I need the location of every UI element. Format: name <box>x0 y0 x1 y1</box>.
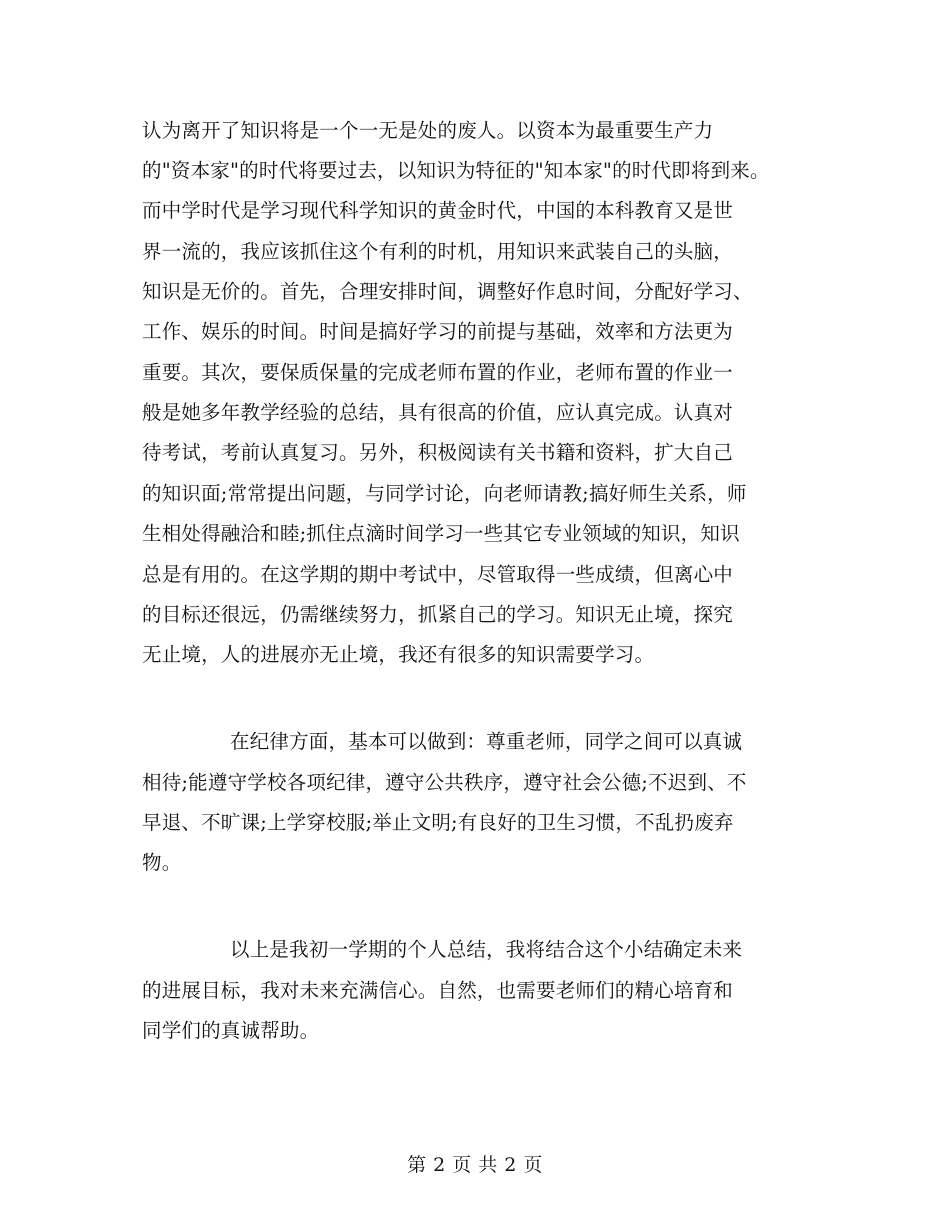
paragraph-1-line: 而中学时代是学习现代科学知识的黄金时代，中国的本科教育又是世 <box>142 199 734 222</box>
paragraph-3-line: 以上是我初一学期的个人总结，我将结合这个小结确定未来 <box>230 938 743 961</box>
paragraph-2-line: 物。 <box>142 851 182 874</box>
paragraph-1-line: 知识是无价的。首先，合理安排时间，调整好作息时间，分配好学习、 <box>142 280 753 303</box>
paragraph-3-line: 的进展目标，我对未来充满信心。自然，也需要老师们的精心培育和 <box>142 979 734 1002</box>
paragraph-2-line: 早退、不旷课;上学穿校服;举止文明;有良好的卫生习惯，不乱扔废弃 <box>142 811 734 834</box>
paragraph-2-line: 在纪律方面，基本可以做到：尊重老师，同学之间可以真诚 <box>230 730 743 753</box>
paragraph-1-line: 重要。其次，要保质保量的完成老师布置的作业，老师布置的作业一 <box>142 361 734 384</box>
paragraph-1-line: 认为离开了知识将是一个一无是处的废人。以资本为最重要生产力 <box>142 119 714 142</box>
paragraph-1-line: 的知识面;常常提出问题，与同学讨论，向老师请教;搞好师生关系，师 <box>142 482 747 505</box>
paragraph-1-line: 无止境，人的进展亦无止境，我还有很多的知识需要学习。 <box>142 643 655 666</box>
paragraph-1-line: 般是她多年教学经验的总结，具有很高的价值，应认真完成。认真对 <box>142 401 734 424</box>
paragraph-1-line: 总是有用的。在这学期的期中考试中，尽管取得一些成绩，但离心中 <box>142 563 734 586</box>
paragraph-2-line: 相待;能遵守学校各项纪律，遵守公共秩序，遵守社会公德;不迟到、不 <box>142 771 747 794</box>
paragraph-1-line: 待考试，考前认真复习。另外，积极阅读有关书籍和资料，扩大自己 <box>142 441 734 464</box>
paragraph-1-line: 工作、娱乐的时间。时间是搞好学习的前提与基础，效率和方法更为 <box>142 320 734 343</box>
paragraph-1-line: 的"资本家"的时代将要过去，以知识为特征的"知本家"的时代即将到来。 <box>142 159 770 182</box>
page-number-footer: 第 2 页 共 2 页 <box>407 1154 543 1176</box>
paragraph-3-line: 同学们的真诚帮助。 <box>142 1019 320 1042</box>
paragraph-1-line: 的目标还很远，仍需继续努力，抓紧自己的学习。知识无止境，探究 <box>142 603 734 626</box>
paragraph-1-line: 界一流的，我应该抓住这个有利的时机，用知识来武装自己的头脑， <box>142 240 734 263</box>
paragraph-1-line: 生相处得融洽和睦;抓住点滴时间学习一些其它专业领域的知识，知识 <box>142 522 740 545</box>
